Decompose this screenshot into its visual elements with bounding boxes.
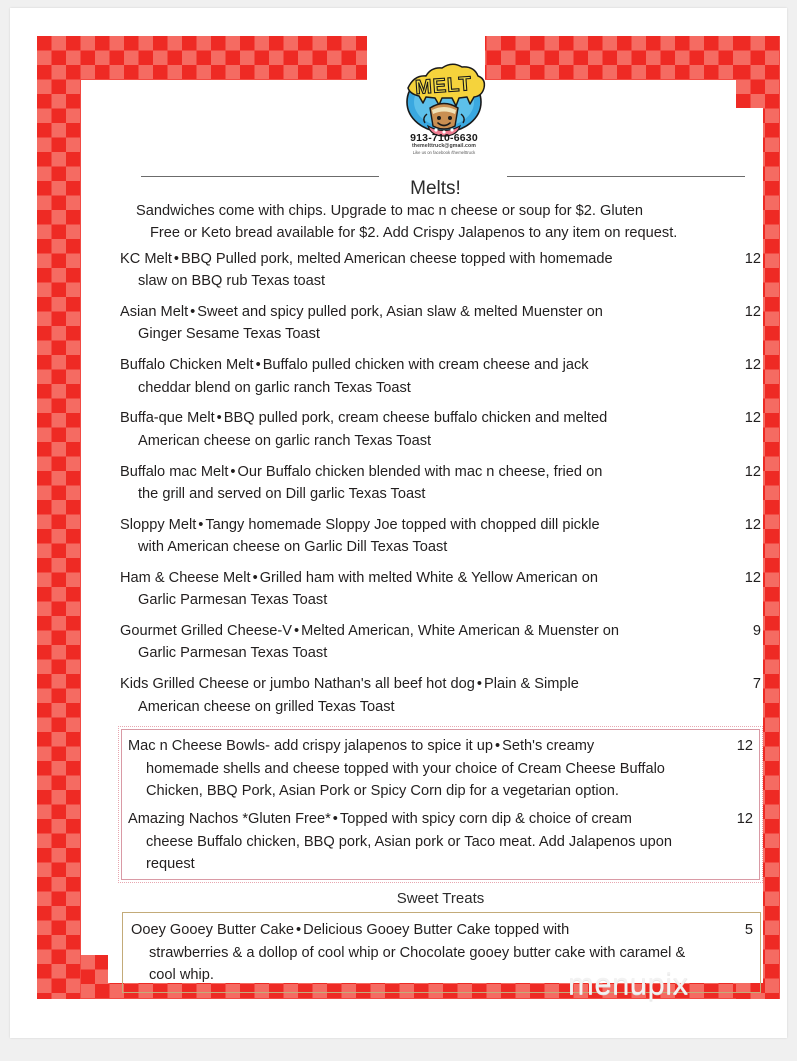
sweet-treats-box xyxy=(122,912,761,993)
menu-item-desc: Tangy homemade Sloppy Joe topped with chopped dill pickle xyxy=(205,516,600,533)
menu-item-desc: Grilled ham with melted White & Yellow American on xyxy=(259,569,598,586)
menu-items-boxed xyxy=(126,735,755,875)
menu-item xyxy=(118,514,763,559)
menu-list xyxy=(118,248,763,993)
menu-item-text xyxy=(118,673,763,718)
menu-item-name: Kids Grilled Cheese or jumbo Nathan's all beef hot dog xyxy=(120,676,475,693)
menu-item-text xyxy=(118,407,763,452)
menu-item-price: 5 xyxy=(744,922,753,939)
menu-item-text xyxy=(118,514,763,559)
menu-items-sweet xyxy=(129,919,755,986)
bullet-icon: • xyxy=(255,357,261,374)
menu-item xyxy=(129,919,755,986)
menu-item-desc-cont: Garlic Parmesan Texas Toast xyxy=(138,645,328,662)
menu-item-desc: Seth's creamy xyxy=(502,738,595,755)
menu-item-desc: Buffalo pulled chicken with cream cheese and jack xyxy=(262,357,589,374)
bullet-icon: • xyxy=(230,463,236,480)
menu-item-price: 12 xyxy=(744,410,761,427)
menu-item-price: 12 xyxy=(736,811,753,828)
melt-logo xyxy=(394,58,494,158)
menu-item xyxy=(118,354,763,399)
page-sheet xyxy=(10,8,787,1038)
svg-text:MELT: MELT xyxy=(414,73,473,99)
boxed-specials-group xyxy=(118,726,763,883)
menu-item xyxy=(126,735,755,802)
menu-item-text xyxy=(129,919,755,986)
sweet-treats-title: Sweet Treats xyxy=(396,890,485,908)
menu-item-desc: BBQ Pulled pork, melted American cheese topped with homemade xyxy=(181,251,613,267)
menu-item-text xyxy=(126,808,755,875)
menu-item-price: 12 xyxy=(736,738,753,755)
bullet-icon: • xyxy=(495,738,501,755)
menu-item-price: 9 xyxy=(752,623,761,640)
menu-item-name: Ooey Gooey Butter Cake xyxy=(131,922,295,939)
intro-line-2: Free or Keto bread available for $2. Add Crispy Jalapenos to any item on request. xyxy=(150,225,678,242)
menu-item-desc-cont: the grill and served on Dill garlic Texas Toast xyxy=(138,485,426,502)
menu-item-desc-cont: slaw on BBQ rub Texas toast xyxy=(138,273,326,290)
menu-item-name: Buffalo Chicken Melt xyxy=(120,357,254,374)
menu-item-text xyxy=(118,248,763,293)
menu-item-price: 12 xyxy=(744,251,761,267)
bullet-icon: • xyxy=(332,811,338,828)
logo-social: Like us on facebook /themelttruck xyxy=(412,150,476,155)
menu-item-name: Asian Melt xyxy=(120,304,189,321)
title-rule-right xyxy=(507,176,745,177)
bullet-icon: • xyxy=(216,410,222,427)
menu-item-text xyxy=(118,620,763,665)
checkered-frame xyxy=(37,36,780,999)
bullet-icon: • xyxy=(476,676,482,693)
menu-item xyxy=(118,301,763,346)
bullet-icon: • xyxy=(173,251,180,267)
menu-item-price: 12 xyxy=(744,304,761,321)
title-rule-left xyxy=(141,176,379,177)
menu-item-text xyxy=(118,354,763,399)
bullet-icon: • xyxy=(252,569,258,586)
menu-item-price: 12 xyxy=(744,463,761,480)
menu-item xyxy=(118,407,763,452)
menu-item-price: 7 xyxy=(752,676,761,693)
menu-item xyxy=(118,248,763,293)
bullet-icon: • xyxy=(296,922,302,939)
menu-item-desc: Topped with spicy corn dip & choice of cream xyxy=(339,811,632,828)
menu-item-desc: Our Buffalo chicken blended with mac n cheese, fried on xyxy=(237,463,603,480)
menu-item-desc-cont: cheddar blend on garlic ranch Texas Toast xyxy=(138,379,411,396)
checker-border-left xyxy=(37,36,81,999)
menu-item-text xyxy=(118,461,763,506)
menu-item-desc: Plain & Simple xyxy=(483,676,579,693)
menu-items-plain xyxy=(118,248,763,718)
menu-item-desc-cont: American cheese on garlic ranch Texas Toast xyxy=(138,432,432,449)
menu-item-desc: Melted American, White American & Muenster on xyxy=(301,623,620,640)
logo-phone: 913-710-6630 xyxy=(410,132,478,144)
melt-logo-icon xyxy=(394,58,494,138)
menu-item-price: 12 xyxy=(744,357,761,374)
menu-item-desc: Sweet and spicy pulled pork, Asian slaw & melted Muenster on xyxy=(197,304,603,321)
section-title-row xyxy=(108,156,763,202)
menu-item xyxy=(118,567,763,612)
menu-item-desc-cont: homemade shells and cheese topped with your choice of Cream Cheese Buffalo Chicken, BBQ Pork, Asian Pork or Spicy Corn dip for a vegetarian option. xyxy=(146,760,665,800)
menu-item xyxy=(126,808,755,875)
menu-item-name: KC Melt xyxy=(120,251,172,267)
menu-item-text xyxy=(118,567,763,612)
menu-item-text xyxy=(118,301,763,346)
menu-item-text xyxy=(126,735,755,802)
menu-item-desc-cont: with American cheese on Garlic Dill Texas Toast xyxy=(138,539,448,556)
menu-item-name: Buffalo mac Melt xyxy=(120,463,229,480)
menu-item-desc: Delicious Gooey Butter Cake topped with xyxy=(303,922,570,939)
menu-item xyxy=(118,673,763,718)
menu-item xyxy=(118,461,763,506)
watermark: menupix xyxy=(568,966,689,1001)
boxed-specials-inner xyxy=(121,729,760,880)
menu-item-desc-cont: strawberries & a dollop of cool whip or Chocolate gooey butter cake with caramel & cool whip. xyxy=(149,944,686,984)
menu-item-name: Ham & Cheese Melt xyxy=(120,569,251,586)
menu-item-name: Amazing Nachos *Gluten Free* xyxy=(128,811,331,828)
logo-email: themelttruck@gmail.com xyxy=(411,143,477,149)
menu-item-price: 12 xyxy=(744,516,761,533)
menu-item-desc-cont: Ginger Sesame Texas Toast xyxy=(138,326,320,343)
menu-item-name: Gourmet Grilled Cheese-V xyxy=(120,623,292,640)
menu-content xyxy=(108,108,763,983)
menu-item-name: Mac n Cheese Bowls- add crispy jalapenos to spice it up xyxy=(128,738,494,755)
bullet-icon: • xyxy=(293,623,300,640)
menu-item-price: 12 xyxy=(744,569,761,586)
menu-item xyxy=(118,620,763,665)
bullet-icon: • xyxy=(198,516,204,533)
menu-item-name: Buffa-que Melt xyxy=(120,410,215,427)
bullet-icon: • xyxy=(190,304,196,321)
menu-item-desc-cont: cheese Buffalo chicken, BBQ pork, Asian pork or Taco meat. Add Jalapenos upon request xyxy=(146,833,672,873)
menu-item-name: Sloppy Melt xyxy=(120,516,197,533)
menu-item-desc-cont: Garlic Parmesan Texas Toast xyxy=(138,592,328,609)
page-title: Melts! xyxy=(410,178,461,199)
menu-item-desc-cont: American cheese on grilled Texas Toast xyxy=(138,698,395,715)
intro-line-1: Sandwiches come with chips. Upgrade to mac n cheese or soup for $2. Gluten xyxy=(136,203,643,219)
intro-note xyxy=(136,200,736,244)
menu-item-desc: BBQ pulled pork, cream cheese buffalo chicken and melted xyxy=(223,410,608,427)
